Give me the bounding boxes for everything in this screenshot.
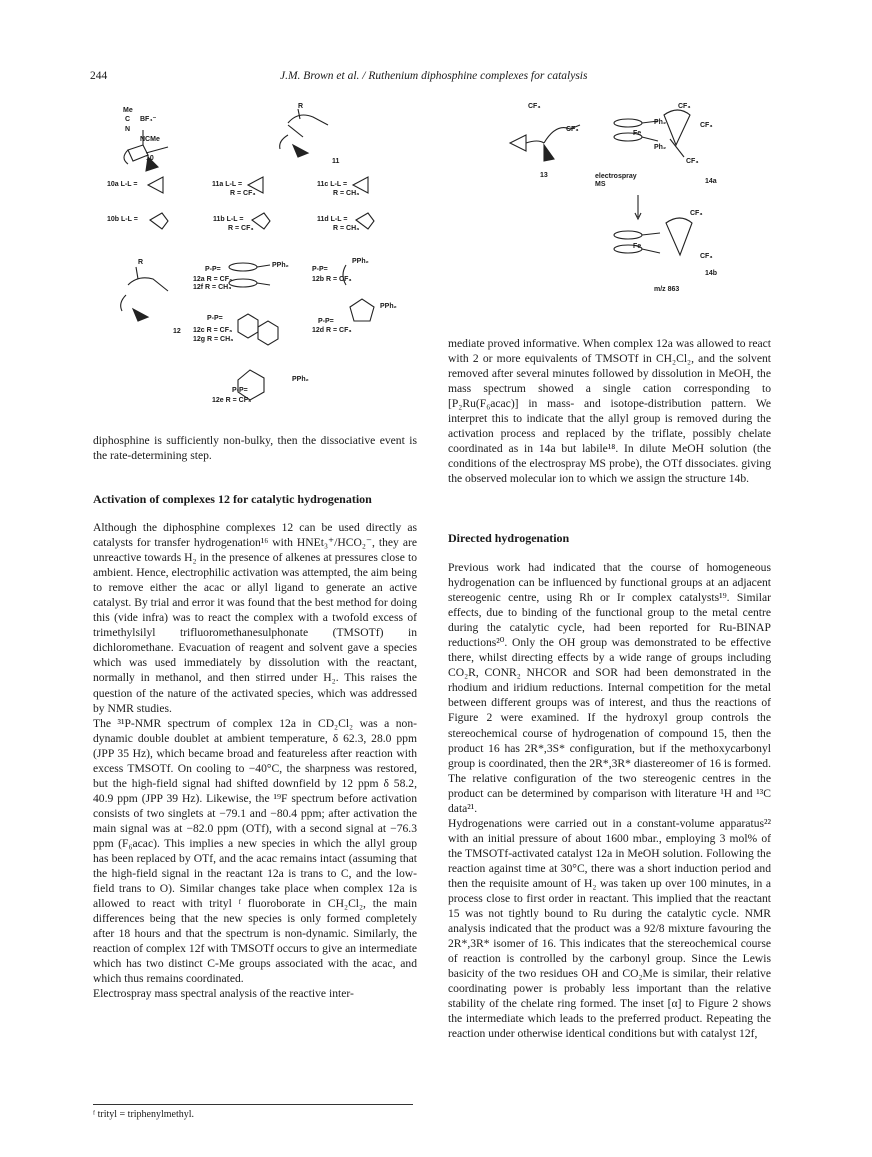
label-ms: MS xyxy=(595,181,606,188)
label-11c: 11c L-L = xyxy=(317,181,348,188)
label-c: C xyxy=(125,116,131,123)
heading-activation: Activation of complexes 12 for catalytic hydrogenation xyxy=(93,492,372,506)
label-ncme: NCMe xyxy=(140,136,160,143)
paragraph-continuation: mediate proved informative. When complex 12a was allowed to react with 2 or more equivalents of TMSOTf in CH₂Cl₂, and the solvent removed after several minutes followed by dissolution in MeOH, the mass spectrum showed a single cation corresponding to [P₂Ru(F₆acac)] in mass- and isotope-distribution pattern. We interpret this to indicate that the allyl group is removed during the activation process and replaced by the triflate, possibly chelate coordinated as in 14a but labile¹⁸. In dilute MeOH solution (the conditions of the electrospray MS probe), the OTf dissociates. giving the observed molecular ion to which we assign the structure 14b. xyxy=(448,337,771,486)
label-ph2-a: Ph₂ xyxy=(654,119,667,126)
left-intro xyxy=(93,433,417,463)
paragraph-intro: diphosphine is sufficiently non-bulky, then the dissociative event is the rate-determining step. xyxy=(93,434,417,463)
label-pp-5: P-P= xyxy=(232,387,248,394)
label-cf3-14a-bot: CF₃ xyxy=(686,158,699,165)
label-cf3-14b-bot: CF₃ xyxy=(700,253,713,260)
scheme-right xyxy=(500,95,720,295)
label-cf3-13a: CF₃ xyxy=(528,103,541,110)
label-11d: 11d L-L = xyxy=(317,216,348,223)
label-pph2-a: PPh₂ xyxy=(272,262,289,269)
compound-12: 12 xyxy=(173,328,181,335)
paragraph-directed: Previous work had indicated that the course of homogeneous hydrogenation can be influenced by functional groups at an adjacent stereogenic centre, using Rh or Ir complex catalysts¹⁹. Similar effects, due to binding of the functional group to the metal centre during the catalytic cycle, had been reported for Ru-BINAP reductions²⁰. Only the OH group was demonstrated to be effective there, whilst directing effects by a wide range of groups including CO₂R, CONR₂ NHCOR and SOR had been demonstrated in the rhodium and iridium reductions. Internal competition for the metal between different groups was of interest, and thus the reactions of Figure 2 were examined. If the hydroxyl group controls the stereochemical course of hydrogenation of compound 15, then the product 16 has 2R*,3S* configuration, but if the methoxycarbonyl group is coordinated, then the 2R*,3R* diastereomer of 16 is formed. The relative configuration of the two stereogenic centres in the product can be determined by comparison with literature ¹H and ¹³C data²¹. xyxy=(448,561,771,815)
running-head: J.M. Brown et al. / Ruthenium diphosphine complexes for catalysis xyxy=(280,70,588,82)
page-number: 244 xyxy=(90,70,108,82)
label-cf3-13b: CF₃ xyxy=(566,126,579,133)
label-pp-3: P-P= xyxy=(207,315,223,322)
label-pp-1: P-P= xyxy=(205,266,221,273)
left-body xyxy=(93,520,417,1002)
label-12c: 12c R = CF₃ xyxy=(193,327,233,334)
label-pph2-b: PPh₂ xyxy=(352,258,369,265)
compound-14a: 14a xyxy=(705,178,717,185)
label-10b: 10b L-L = xyxy=(107,216,138,223)
paragraph-hydrogenation: Hydrogenations were carried out in a constant-volume apparatus²² with an initial pressure of about 1600 mbar., employing 3 mol% of the TMSOTf-activated catalyst 12a in MeOH solution. Following the reaction against time at 30°C, there was a short induction period and then the requisite amount of H₂ was taken up over 100 minutes, in a process close to first order in reactant. This implied that the reactant 15 was not tightly bound to Ru during the catalytic cycle. NMR analysis indicated that the product was a 92/8 mixture favouring the 2R*,3R* isomer of 16. This indicates that the stereochemical course of reaction is controlled by the carbonyl group. Since the Lewis basicity of the two residues OH and CO₂Me is similar, their relative coordinating power is probably less important than the relative stability of the chelate ring formed. The inset [α] to Figure 2 shows the intermediate which leads to the preferred product. Repeating the reaction under otherwise identical conditions but with catalyst 12f, xyxy=(448,816,771,1041)
label-12a: 12a R = CF₃ xyxy=(193,276,233,283)
label-pp-2: P-P= xyxy=(312,266,328,273)
label-12e: 12e R = CF₃ xyxy=(212,397,252,404)
paragraph-electrospray: Electrospray mass spectral analysis of the reactive inter- xyxy=(93,987,354,1001)
label-12d: 12d R = CF₃ xyxy=(312,327,352,334)
label-11d-r: R = CH₃ xyxy=(333,225,360,232)
label-me: Me xyxy=(123,107,133,114)
label-fe-b: Fe xyxy=(633,243,642,250)
label-ph2-b: Ph₂ xyxy=(654,144,667,151)
label-cf3-14a-top: CF₃ xyxy=(678,103,691,110)
label-n: N xyxy=(125,126,131,133)
label-r-12: R xyxy=(138,259,144,266)
right-body-top xyxy=(448,336,771,486)
label-11b: 11b L-L = xyxy=(213,216,244,223)
label-11a-r: R = CF₃ xyxy=(230,190,256,197)
label-r-11: R xyxy=(298,103,304,110)
label-12g: 12g R = CH₃ xyxy=(193,336,234,343)
label-bf4: BF₄⁻ xyxy=(140,116,157,123)
compound-13: 13 xyxy=(540,172,548,179)
paragraph-activation: Although the diphosphine complexes 12 can be used directly as catalysts for transfer hydrogenation¹⁶ with HNEt₃⁺/HCO₂⁻, they are unreactive towards H₂ in the presence of alkenes at pressures close to ambient. Hence, electrophilic activation was attempted, the aim being to remove either the acac or allyl ligand to generate an active catalyst. By trial and error it was found that the best method for doing this (vide infra) was to react the complex with a twofold excess of trimethylsilyl trifluoromethanesulphonate (TMSOTf) in dichloromethane. Evacuation of reagent and solvent gave a species which was used immediately by dissolution with the reactant, normally in methanol, and then stirred under H₂. This raises the question of the nature of the activated species, which was addressed by NMR studies. xyxy=(93,521,417,715)
compound-14b: 14b xyxy=(705,270,718,277)
heading-directed: Directed hydrogenation xyxy=(448,531,570,545)
label-10a: 10a L-L = xyxy=(107,181,138,188)
label-mz: m/z 863 xyxy=(654,286,680,293)
label-pp-4: P-P= xyxy=(318,318,334,325)
label-11c-r: R = CH₃ xyxy=(333,190,360,197)
label-12f: 12f R = CH₃ xyxy=(193,284,232,291)
footnote-rule xyxy=(93,1104,413,1105)
label-pph2-e: PPh₂ xyxy=(292,376,309,383)
label-11a: 11a L-L = xyxy=(212,181,243,188)
footnote: ᶠ trityl = triphenylmethyl. xyxy=(93,1109,195,1120)
label-12b: 12b R = CF₃ xyxy=(312,276,352,283)
section-directed xyxy=(448,531,771,546)
paragraph-nmr: The ³¹P-NMR spectrum of complex 12a in CD₂Cl₂ was a non-dynamic double doublet at ambient temperature, δ 62.3, 28.0 ppm (JPP 35 Hz), which became broad and featureless after reaction with excess TMSOTf. On cooling to −40°C, the sharpness was restored, but the high-field signal had shifted downfield by 12 ppm δ 58.2, 40.9 ppm (JPP 39 Hz). Likewise, the ¹⁹F spectrum before activation consists of two singlets at −79.1 and −80.4 ppm; after activation the main signal was at −82.0 ppm (OTf), with a second signal at −76.3 ppm (F₆acac). This implies a new species in which the allyl group has been replaced by OTf, and the acac remains intact (assuming that the high-field signal in the reactant 12a is trans to C, and the low-field trans to O). Similar changes take place when complex 12a is allowed to react with trityl ᶠ fluoroborate in CH₂Cl₂, the main differences being that the new species is only formed completely after 18 hours and that the spectrum is non-dynamic. Similarly, the reaction of complex 12f with TMSOTf occurs to give an intermediate which has two distinct C-Me groups associated with the acac, and which thus remains coordinated. xyxy=(93,716,417,986)
right-body xyxy=(448,560,771,1042)
label-cf3-14b-top: CF₃ xyxy=(690,210,703,217)
label-pph2-d: PPh₂ xyxy=(380,303,397,310)
label-11b-r: R = CF₃ xyxy=(228,225,254,232)
label-fe-a: Fe xyxy=(633,130,642,137)
label-cf3-14a-right: CF₃ xyxy=(700,122,713,129)
label-electrospray: electrospray xyxy=(595,173,637,180)
compound-10: 10 xyxy=(146,155,154,162)
section-activation xyxy=(93,492,417,507)
compound-11: 11 xyxy=(332,158,340,165)
